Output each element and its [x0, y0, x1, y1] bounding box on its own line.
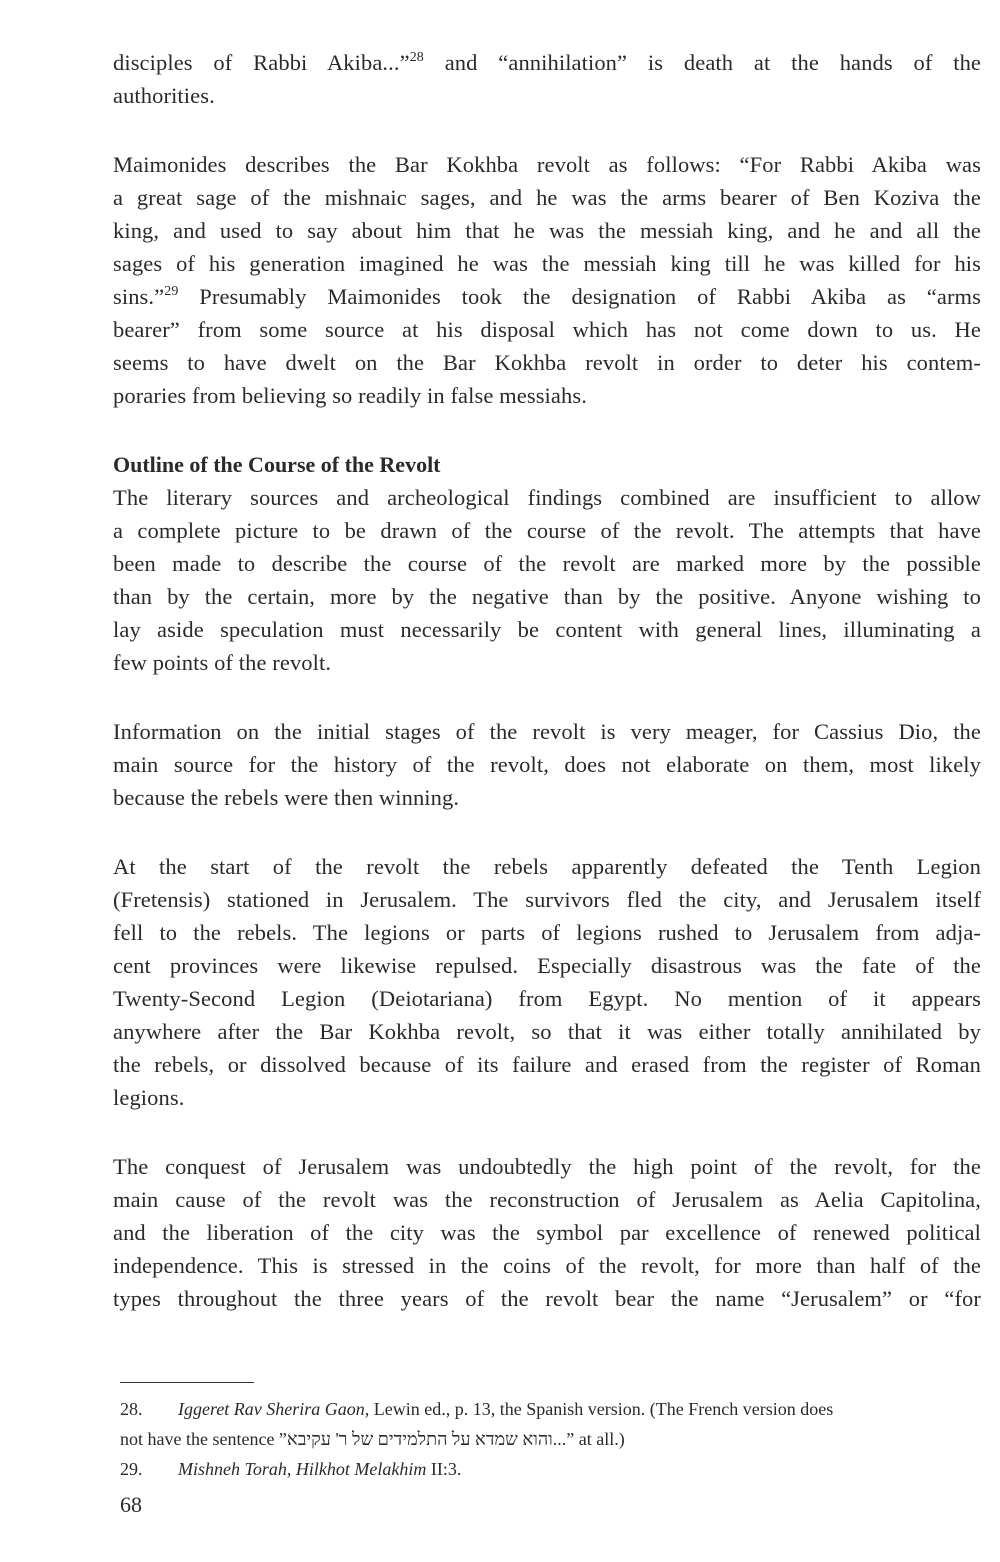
paragraph-4	[113, 715, 981, 814]
text-line: Twenty-Second Legion (Deiotariana) from Egypt. No mention of it appears	[113, 986, 981, 1011]
footnote-source-title: Mishneh Torah, Hilkhot Melakhim	[178, 1459, 427, 1479]
text-line: sins.”	[113, 284, 165, 309]
text-line: than by the certain, more by the negative than by the positive. Anyone wishing to	[113, 584, 981, 609]
text-line: independence. This is stressed in the coins of the revolt, for more than half of the	[113, 1253, 981, 1278]
text-line: legions.	[113, 1085, 185, 1110]
footnote-ref-28: 28	[409, 50, 424, 65]
paragraph-6	[113, 1150, 981, 1315]
text-line: main cause of the revolt was the reconstruction of Jerusalem as Aelia Capitolina,	[113, 1187, 981, 1212]
page-number: 68	[120, 1492, 142, 1517]
footnote-text: not have the sentence ”	[120, 1429, 287, 1449]
paragraph-5	[113, 850, 981, 1114]
footnote-text: II:3.	[426, 1459, 462, 1479]
footnote-number: 28.	[120, 1399, 143, 1419]
section-heading: Outline of the Course of the Revolt	[113, 452, 441, 477]
text-line: because the rebels were then winning.	[113, 785, 460, 810]
footnote-29	[120, 1454, 986, 1484]
text-line: the rebels, or dissolved because of its failure and erased from the register of Roman	[113, 1052, 981, 1077]
footnote-text: ” at all.)	[566, 1429, 625, 1449]
text-line: bearer” from some source at his disposal which has not come down to us. He	[113, 317, 981, 342]
paragraph-2	[113, 148, 981, 412]
text-line: a complete picture to be drawn of the course of the revolt. The attempts that have	[113, 518, 981, 543]
footnote-source-title: Iggeret Rav Sherira Gaon,	[178, 1399, 370, 1419]
text-line: cent provinces were likewise repulsed. Especially disastrous was the fate of the	[113, 953, 981, 978]
footnote-number: 29.	[120, 1459, 143, 1479]
text-line: and the liberation of the city was the symbol par excellence of renewed political	[113, 1220, 981, 1245]
text-line: The literary sources and archeological findings combined are insufficient to allow	[113, 485, 981, 510]
paragraph-3	[113, 481, 981, 679]
text-line: anywhere after the Bar Kokhba revolt, so that it was either totally annihilated by	[113, 1019, 981, 1044]
text-line: At the start of the revolt the rebels apparently defeated the Tenth Legion	[113, 854, 981, 879]
text-line: seems to have dwelt on the Bar Kokhba revolt in order to deter his contem-	[113, 350, 981, 375]
text-line: a great sage of the mishnaic sages, and he was the arms bearer of Ben Koziva the	[113, 185, 981, 210]
text-line: lay aside speculation must necessarily be content with general lines, illuminating a	[113, 617, 981, 642]
text-line: fell to the rebels. The legions or parts of legions rushed to Jerusalem from adja-	[113, 920, 981, 945]
text-line: sages of his generation imagined he was the messiah king till he was killed for his	[113, 251, 981, 276]
text-line: king, and used to say about him that he was the messiah king, and he and all the	[113, 218, 981, 243]
text-line: (Fretensis) stationed in Jerusalem. The survivors fled the city, and Jerusalem itself	[113, 887, 981, 912]
text-line: main source for the history of the revolt, does not elaborate on them, most likely	[113, 752, 981, 777]
text-line: poraries from believing so readily in false messiahs.	[113, 383, 587, 408]
paragraph-1	[113, 46, 981, 112]
text-line: and “annihilation” is death at the hands of the	[423, 50, 982, 75]
text-line: The conquest of Jerusalem was undoubtedly the high point of the revolt, for the	[113, 1154, 981, 1179]
page-body	[113, 46, 981, 1315]
hebrew-quote: ...והוא שמדא על התלמידים של ר' עקיבא	[286, 1429, 567, 1449]
text-line: types throughout the three years of the revolt bear the name “Jerusalem” or “for	[113, 1286, 981, 1311]
text-line: authorities.	[113, 83, 215, 108]
text-line: few points of the revolt.	[113, 650, 332, 675]
footnote-ref-29: 29	[164, 284, 179, 299]
text-line: Presumably Maimonides took the designation of Rabbi Akiba as “arms	[178, 284, 981, 309]
footnote-28	[120, 1394, 986, 1454]
text-line: been made to describe the course of the revolt are marked more by the possible	[113, 551, 981, 576]
text-line: disciples of Rabbi Akiba...”	[113, 50, 410, 75]
footnote-text: Lewin ed., p. 13, the Spanish version. (The French version does	[369, 1399, 834, 1419]
text-line: Information on the initial stages of the revolt is very meager, for Cassius Dio, the	[113, 719, 981, 744]
footnote-rule	[120, 1382, 254, 1383]
footnotes	[120, 1394, 986, 1484]
text-line: Maimonides describes the Bar Kokhba revolt as follows: “For Rabbi Akiba was	[113, 152, 981, 177]
